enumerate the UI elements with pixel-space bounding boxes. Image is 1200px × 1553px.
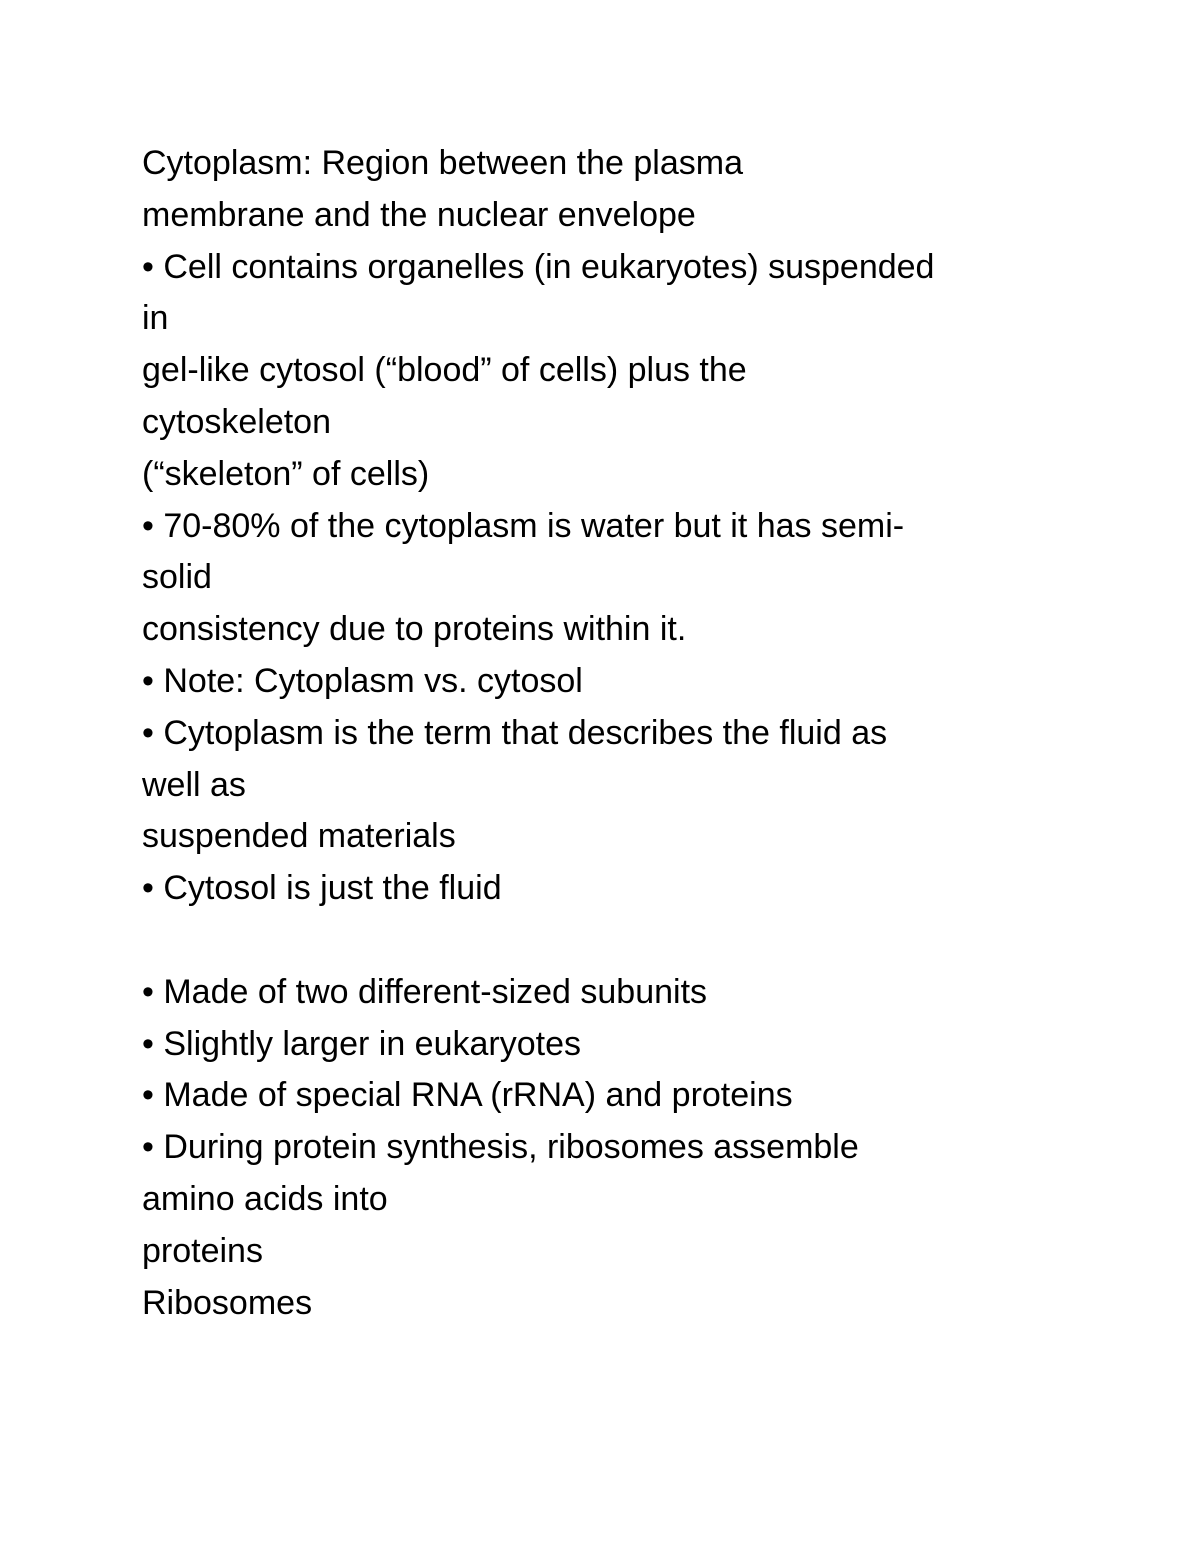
bullet-line: • 70-80% of the cytoplasm is water but it has semi-: [142, 506, 905, 545]
text-line: amino acids into: [142, 1179, 388, 1218]
bullet-line: • Made of two different-sized subunits: [142, 972, 708, 1011]
bullet-line: • Cytosol is just the fluid: [142, 869, 502, 908]
bullet-line: • Slightly larger in eukaryotes: [142, 1024, 581, 1063]
text-line: solid: [142, 558, 212, 597]
text-line: Cytoplasm: Region between the plasma: [142, 144, 743, 182]
bullet-line: • Note: Cytoplasm vs. cytosol: [142, 661, 583, 700]
section-heading: Ribosomes: [142, 1283, 313, 1322]
text-line: consistency due to proteins within it.: [142, 610, 687, 649]
text-line: suspended materials: [142, 817, 456, 856]
text-line: cytoskeleton: [142, 402, 331, 441]
bullet-line: • Made of special RNA (rRNA) and proteins: [142, 1076, 793, 1115]
text-line: membrane and the nuclear envelope: [142, 195, 696, 234]
text-line: proteins: [142, 1231, 263, 1270]
blank-line: [142, 915, 1142, 967]
text-line: in: [142, 299, 169, 338]
document-body: [142, 138, 1142, 1329]
text-line: gel-like cytosol (“blood” of cells) plus the: [142, 351, 747, 390]
text-line: (“skeleton” of cells): [142, 454, 430, 493]
bullet-line: • Cytoplasm is the term that describes the fluid as: [142, 713, 888, 752]
bullet-line: • During protein synthesis, ribosomes assemble: [142, 1128, 859, 1167]
bullet-line: • Cell contains organelles (in eukaryotes) suspended: [142, 247, 935, 286]
text-line: well as: [142, 765, 246, 804]
